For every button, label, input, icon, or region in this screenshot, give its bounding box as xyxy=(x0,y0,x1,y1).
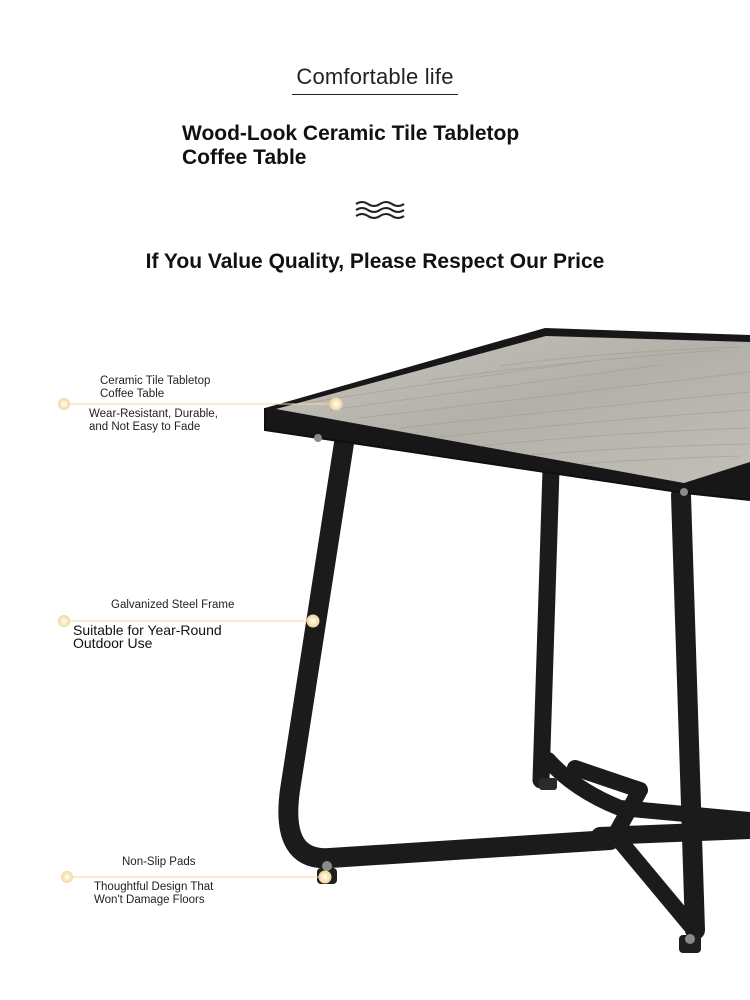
callout-tabletop-desc xyxy=(89,408,218,434)
product-title-line-1: Wood-Look Ceramic Tile Tabletop xyxy=(182,122,520,145)
callout-tabletop-title-line-1: Ceramic Tile Tabletop xyxy=(100,375,211,387)
callout-pads-desc xyxy=(94,881,213,907)
callout-pads-title xyxy=(122,856,196,869)
callout-pads-desc-line-2: Won't Damage Floors xyxy=(94,894,205,906)
callout-tabletop-title xyxy=(100,375,210,401)
callout-tabletop-desc-line-1: Wear-Resistant, Durable, xyxy=(89,408,218,420)
callout-frame-desc xyxy=(73,624,222,650)
front-right-leg xyxy=(575,495,701,953)
callout-tabletop-title-line-2: Coffee Table xyxy=(100,388,165,400)
callout-frame-desc-line-2: Outdoor Use xyxy=(73,635,153,651)
callout-pads-title-line-1: Non-Slip Pads xyxy=(122,856,196,868)
callout-frame-title xyxy=(111,599,234,612)
callout-tabletop-desc-line-2: and Not Easy to Fade xyxy=(89,421,201,433)
callout-frame-title-line-1: Galvanized Steel Frame xyxy=(111,599,235,611)
callout-pads-desc-line-1: Thoughtful Design That xyxy=(94,881,214,893)
product-title-line-2: Coffee Table xyxy=(182,146,307,169)
slogan: If You Value Quality, Please Respect Our Price xyxy=(145,250,605,273)
callout-frame-desc-line-1: Suitable for Year-Round xyxy=(73,622,222,638)
header-tag-text: Comfortable life xyxy=(292,64,457,95)
